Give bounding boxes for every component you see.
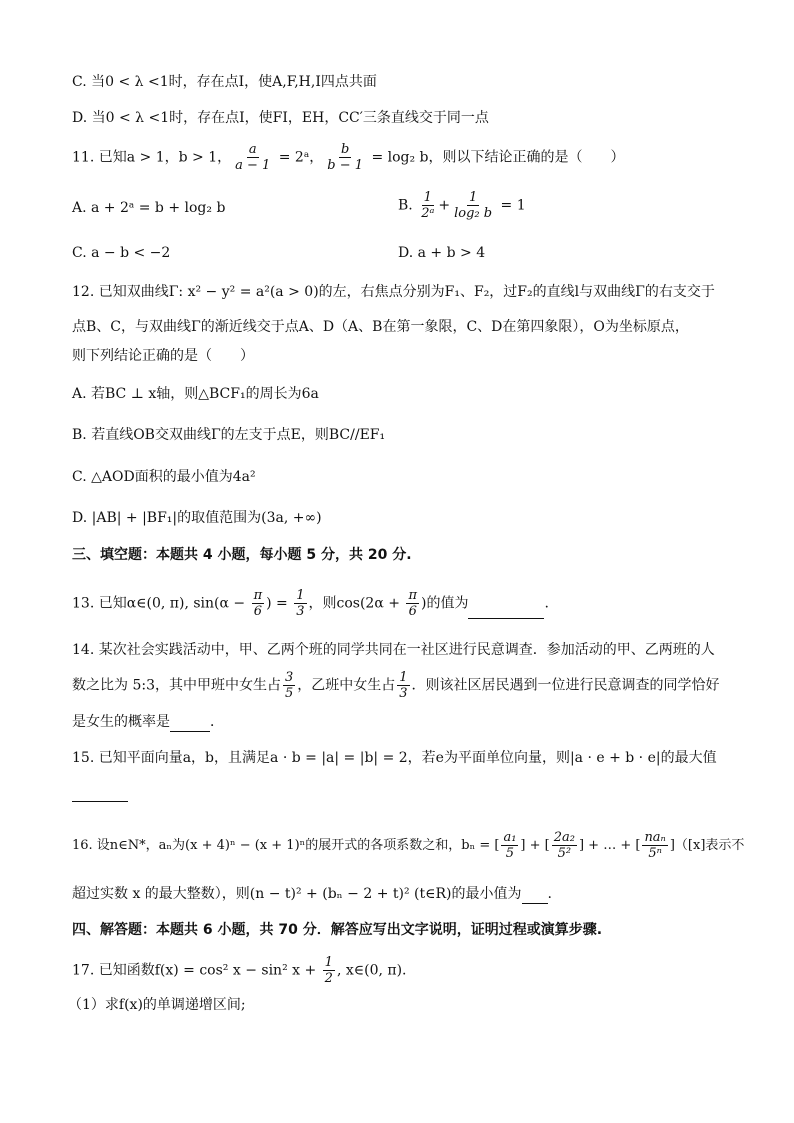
q14-stem-line-3: 是女生的概率是 ． <box>72 714 224 730</box>
q14-answer-blank[interactable] <box>170 715 210 732</box>
q17-stem: 17. 已知函数f(x) = cos² x − sin² x + $\frac{1}{2}$ , x∈(0, π). <box>72 955 407 986</box>
q17-part-1: （1）求f(x)的单调递增区间; <box>68 997 246 1013</box>
q16-answer-blank[interactable] <box>522 887 548 904</box>
q12-stem-line-1: 12. 已知双曲线Γ: x² − y² = a²(a > 0)的左，右焦点分别为F₁、F₂，过F₂的直线l与双曲线Γ的右支交于 <box>72 284 715 300</box>
q12-stem-line-2: 点B、C，与双曲线Γ的渐近线交于点A、D（A、B在第一象限，C、D在第四象限），O为坐标原点， <box>72 319 689 335</box>
q12-stem-line-3: 则下列结论正确的是（ ） <box>72 348 254 364</box>
q12-option-b: B. 若直线OB交双曲线Γ的左支于点E，则BC//EF₁ <box>72 427 386 443</box>
q11-option-b: B. $\frac{1}{\text{2ᵃ}}$ + $\frac{1}{\text{log₂ b}}$ = 1 <box>398 190 526 221</box>
section-3-heading: 三、填空题：本题共 4 小题，每小题 5 分，共 20 分. <box>72 547 412 563</box>
q16-stem-line-2: 超过实数 x 的最大整数），则(n − t)² + (bₙ − 2 + t)² (t∈R)的最小值为 . <box>72 886 552 902</box>
q15-answer-line <box>72 782 128 802</box>
q11-option-d: D. a + b > 4 <box>398 245 486 261</box>
q13-stem: 13. 已知α∈(0, π), sin(α − $\frac{\pi}{6}$ ) = $\frac{1}{3}$ ，则cos(2α + $\frac{\pi}{6}$ )的值为 . <box>72 588 549 619</box>
q13-answer-blank[interactable] <box>468 602 544 619</box>
q12-option-a: A. 若BC ⊥ x轴，则△BCF₁的周长为6a <box>72 386 319 402</box>
q11-option-c: C. a − b < −2 <box>72 245 171 261</box>
q10-option-d: D. 当0 < λ <1时，存在点I，使FI，EH，CC′三条直线交于同一点 <box>72 110 489 126</box>
q15-stem: 15. 已知平面向量a，b，且满足a · b = |a| = |b| = 2，若e为平面单位向量，则|a · e + b · e|的最大值 <box>72 750 717 766</box>
q11-stem: 11. 已知a > 1，b > 1， $\frac{a}{a - 1}$ = 2ᵃ， $\frac{b}{b - 1}$ = log₂ b，则以下结论正确的是（ ） <box>72 142 625 173</box>
section-4-heading: 四、解答题：本题共 6 小题，共 70 分．解答应写出文字说明，证明过程或演算步骤. <box>72 922 603 938</box>
q14-stem-line-2: 数之比为 5:3，其中甲班中女生占 $\frac{3}{5}$ ，乙班中女生占 $\frac{1}{3}$ ．则该社区居民遇到一位进行民意调查的同学恰好 <box>72 670 720 701</box>
q16-stem-line-1: 16. 设n∈N*，aₙ为(x + 4)ⁿ − (x + 1)ⁿ的展开式的各项系数之和，bₙ = [ $\frac{\text{a₁}}{5}$ ] + [ $\frac{\text{2a₂}}{\text{5²}}$ ] + … + [ $\frac{\text{naₙ}}{\text{5ⁿ}}$ ]（[x]表示不 <box>72 830 745 861</box>
q11-fraction-2: $\frac{b}{b - 1}$ <box>327 142 363 173</box>
q11-option-a: A. a + 2ᵃ = b + log₂ b <box>72 200 226 216</box>
q14-stem-line-1: 14. 某次社会实践活动中，甲、乙两个班的同学共同在一社区进行民意调查．参加活动的甲、乙两班的人 <box>72 642 715 658</box>
q15-answer-blank[interactable] <box>72 785 128 802</box>
q10-option-c: C. 当0 < λ <1时，存在点I，使A,F,H,I四点共面 <box>72 74 377 90</box>
q11-fraction-1: $\frac{a}{a - 1}$ <box>235 142 271 173</box>
q12-option-c: C. △AOD面积的最小值为4a² <box>72 469 256 485</box>
q12-option-d: D. |AB| + |BF₁|的取值范围为(3a, +∞) <box>72 510 322 526</box>
